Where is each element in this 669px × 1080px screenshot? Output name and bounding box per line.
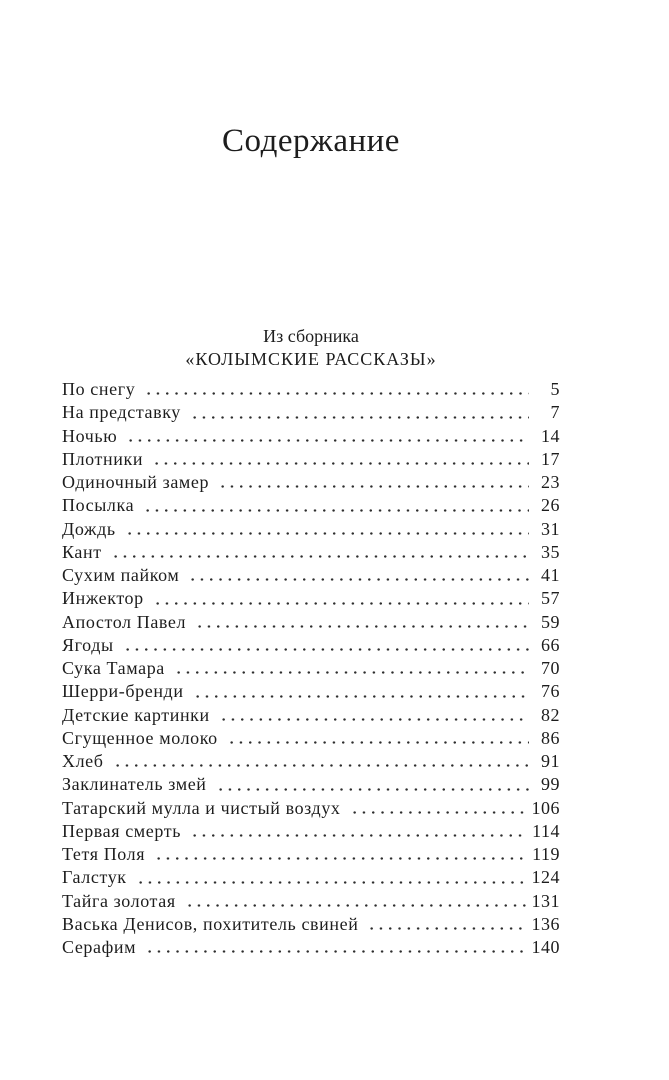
dot-leader: [141, 494, 529, 517]
toc-entry: [62, 518, 560, 541]
toc-entry-title: Татарский мулла и чистый воздух: [62, 797, 341, 818]
toc-entry-title: Посылка: [62, 495, 135, 516]
toc-entry: [62, 378, 560, 401]
toc-entry-page: 7: [550, 402, 560, 423]
toc-entry-title: На представку: [62, 402, 181, 423]
toc-entry-page: 41: [541, 565, 560, 585]
toc-entry-page: 119: [532, 844, 560, 864]
toc-entry: [62, 425, 560, 448]
dot-leader: [124, 425, 529, 448]
dot-leader: [142, 378, 529, 401]
toc-entry-page: 124: [531, 867, 560, 888]
toc-entry: [62, 773, 560, 796]
toc-entry-title: Первая смерть: [62, 820, 182, 841]
toc-entry: [62, 797, 560, 820]
toc-entry: [62, 704, 560, 727]
toc-entry-title: Сука Тамара: [62, 658, 165, 678]
toc-entry-title: Серафим: [62, 937, 137, 957]
toc-entry-title: Ночью: [62, 425, 118, 446]
dot-leader: [143, 936, 526, 959]
toc-entry: [62, 890, 560, 913]
toc-entry-title: По снегу: [62, 379, 136, 399]
toc-entry: [62, 448, 560, 471]
toc-list: [62, 378, 560, 959]
toc-entry: [62, 680, 560, 703]
toc-entry-title: Заклинатель змей: [62, 774, 207, 795]
toc-entry-page: 31: [541, 518, 560, 539]
toc-entry-title: Дождь: [62, 518, 116, 539]
dot-leader: [121, 634, 529, 657]
dot-leader: [217, 704, 529, 727]
toc-entry-page: 86: [541, 727, 560, 748]
toc-entry: [62, 541, 560, 564]
toc-entry-title: Инжектор: [62, 588, 144, 609]
toc-entry: [62, 587, 560, 610]
toc-entry-page: 66: [541, 634, 560, 655]
toc-entry-title: Тайга золотая: [62, 890, 176, 911]
toc-entry-page: 91: [541, 751, 560, 771]
dot-leader: [186, 564, 529, 587]
section-collection-label: Из сборника: [263, 326, 359, 346]
toc-entry-page: 5: [550, 379, 560, 399]
toc-entry: [62, 564, 560, 587]
dot-leader: [365, 913, 526, 936]
page-title: Содержание: [222, 123, 400, 159]
toc-entry-page: 14: [541, 425, 560, 446]
dot-leader: [188, 401, 529, 424]
toc-entry: [62, 820, 560, 843]
toc-entry: [62, 727, 560, 750]
dot-leader: [193, 611, 529, 634]
toc-entry-page: 17: [541, 448, 560, 469]
toc-entry-title: Васька Денисов, похититель свиней: [62, 913, 359, 934]
dot-leader: [111, 750, 529, 773]
toc-entry-title: Плотники: [62, 448, 144, 469]
dot-leader: [183, 890, 527, 913]
dot-leader: [109, 541, 529, 564]
toc-entry: [62, 913, 560, 936]
toc-entry-title: Детские картинки: [62, 704, 210, 725]
toc-entry: [62, 750, 560, 773]
toc-entry-page: 57: [541, 588, 560, 609]
dot-leader: [172, 657, 529, 680]
dot-leader: [214, 773, 529, 796]
toc-entry-title: Одиночный замер: [62, 472, 210, 492]
dot-leader: [152, 843, 527, 866]
dot-leader: [123, 518, 529, 541]
dot-leader: [191, 680, 529, 703]
toc-entry-title: Тетя Поля: [62, 844, 146, 864]
toc-entry-page: 59: [541, 611, 560, 632]
toc-entry-page: 26: [541, 495, 560, 516]
toc-entry: [62, 611, 560, 634]
toc-entry: [62, 634, 560, 657]
toc-entry: [62, 494, 560, 517]
toc-entry: [62, 866, 560, 889]
toc-entry-page: 82: [541, 704, 560, 725]
toc-entry-page: 35: [541, 541, 560, 562]
dot-leader: [348, 797, 527, 820]
toc-entry-page: 136: [531, 913, 560, 934]
toc-entry-title: Шерри-бренди: [62, 681, 184, 702]
toc-entry-title: Апостол Павел: [62, 611, 187, 632]
toc-entry: [62, 657, 560, 680]
toc-entry-page: 106: [531, 797, 560, 818]
toc-entry-title: Сгущенное молоко: [62, 727, 218, 748]
toc-entry-page: 131: [531, 890, 560, 911]
toc-entry-page: 70: [541, 658, 560, 678]
dot-leader: [134, 866, 527, 889]
section-collection-title: «КОЛЫМСКИЕ РАССКАЗЫ»: [185, 349, 437, 369]
toc-entry-title: Сухим пайком: [62, 565, 180, 585]
toc-entry-page: 140: [531, 937, 560, 957]
toc-entry-title: Ягоды: [62, 634, 114, 655]
toc-entry-title: Галстук: [62, 867, 127, 888]
toc-entry: [62, 471, 560, 494]
dot-leader: [150, 448, 529, 471]
dot-leader: [151, 587, 529, 610]
toc-entry-page: 23: [541, 472, 560, 492]
toc-entry-page: 99: [541, 774, 560, 795]
section-header: [62, 325, 560, 371]
toc-entry-page: 114: [532, 820, 560, 841]
toc-entry: [62, 936, 560, 959]
toc-entry-title: Кант: [62, 541, 102, 562]
dot-leader: [225, 727, 529, 750]
dot-leader: [216, 471, 529, 494]
dot-leader: [188, 820, 527, 843]
toc-entry: [62, 843, 560, 866]
toc-entry-page: 76: [541, 681, 560, 702]
toc-entry: [62, 401, 560, 424]
toc-entry-title: Хлеб: [62, 751, 104, 771]
